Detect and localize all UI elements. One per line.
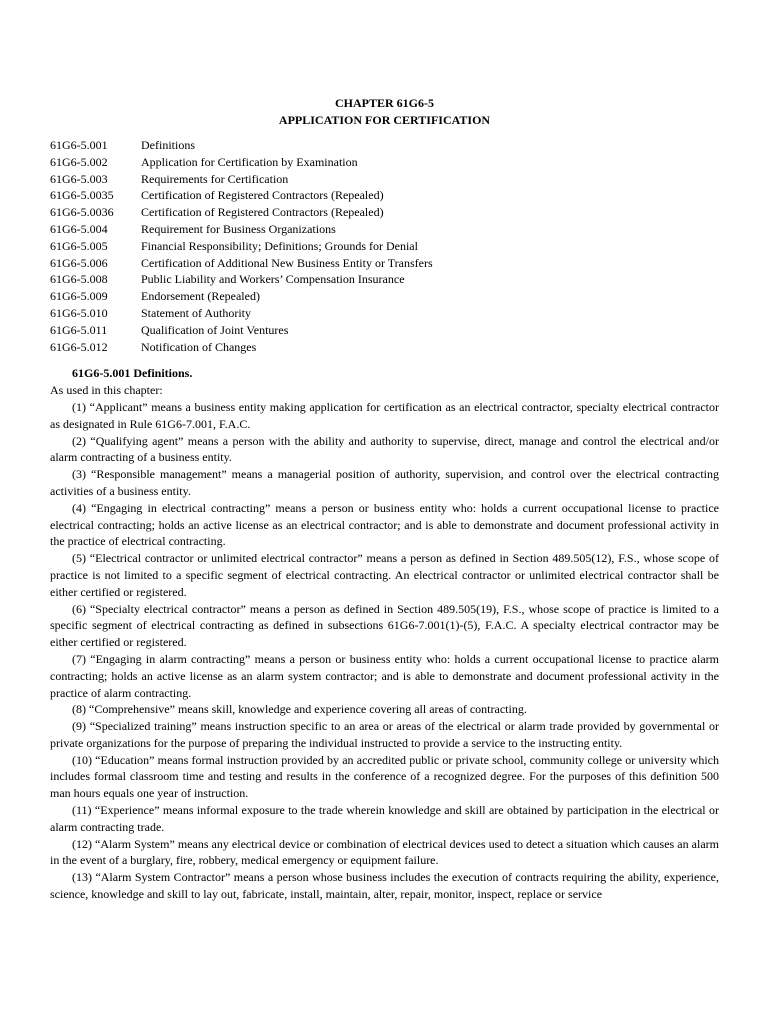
toc-rule-number: 61G6-5.001 xyxy=(50,138,108,152)
toc-row xyxy=(50,221,719,238)
definition-paragraph: (12) “Alarm System” means any electrical device or combination of electrical devices used to detect a situation which causes an alarm in the event of a burglary, fire, robbery, medical emergency or equipment failure. xyxy=(50,836,719,868)
toc-rule-number: 61G6-5.009 xyxy=(50,289,108,304)
toc-row xyxy=(50,137,719,154)
definition-paragraph: (6) “Specialty electrical contractor” means a person as defined in Section 489.505(19), F.S., whose scope of practice is limited to a specific segment of electrical contracting as defined in subsections 61G6-7.001(1)-(5), F.A.C. A specialty electrical contractor may be either certified or registered. xyxy=(50,601,719,650)
definition-paragraph: (10) “Education” means formal instruction provided by an accredited public or private school, community college or university which includes formal classroom time and testing and results in the conference of a recognized degree. For the purposes of this definition 500 man hours equals one year of instruction. xyxy=(50,752,719,801)
definition-paragraph: (5) “Electrical contractor or unlimited electrical contractor” means a person as defined in Section 489.505(12), F.S., whose scope of practice is not limited to a specific segment of electrical contracting. An electrical contractor or unlimited electrical contractor shall be either certified or registered. xyxy=(50,551,719,599)
definition-paragraph: (9) “Specialized training” means instruction specific to an area or areas of the electrical or alarm trade provided by governmental or private organizations for the purpose of preparing the individual instructed to provide a service to the instructing entity. xyxy=(50,719,719,750)
toc-row xyxy=(50,322,719,339)
definition-paragraph: (7) “Engaging in alarm contracting” means a person or business entity who: holds a current occupational license to practice alarm contracting; holds an active license as an alarm system contractor; and is able to demonstrate and document professional activity in the practice of alarm contracting. xyxy=(50,651,719,700)
toc-rule-title: Endorsement (Repealed) xyxy=(141,289,260,304)
toc-row xyxy=(50,204,719,221)
toc-rule-title: Public Liability and Workers’ Compensation Insurance xyxy=(141,272,405,287)
definition-paragraph: (13) “Alarm System Contractor” means a person whose business includes the execution of contracts requiring the ability, experience, science, knowledge and skill to lay out, fabricate, install, maintain, alter, repair, monitor, inspect, replace or service xyxy=(50,870,719,902)
toc-row xyxy=(50,255,719,272)
toc-rule-number: 61G6-5.012 xyxy=(50,339,108,354)
toc-rule-title: Financial Responsibility; Definitions; Grounds for Denial xyxy=(141,238,418,253)
toc-rule-number: 61G6-5.008 xyxy=(50,272,108,287)
toc-rule-number: 61G6-5.004 xyxy=(50,221,108,236)
toc-row xyxy=(50,171,719,188)
toc-rule-number: 61G6-5.0036 xyxy=(50,205,114,220)
toc-rule-number: 61G6-5.011 xyxy=(50,322,108,337)
toc-rule-title: Requirement for Business Organizations xyxy=(141,221,336,236)
toc-rule-number: 61G6-5.005 xyxy=(50,238,108,253)
toc-row xyxy=(50,187,719,204)
toc-rule-title: Certification of Additional New Business Entity or Transfers xyxy=(141,255,433,270)
toc-rule-title: Certification of Registered Contractors (Repealed) xyxy=(141,188,384,203)
toc-rule-title: Statement of Authority xyxy=(141,305,251,320)
toc-rule-title: Certification of Registered Contractors (Repealed) xyxy=(141,205,384,220)
definitions-section xyxy=(50,365,719,903)
toc-rule-title: Definitions xyxy=(141,138,195,152)
toc-rule-number: 61G6-5.0035 xyxy=(50,188,114,203)
chapter-header xyxy=(50,95,719,129)
definition-paragraph: (8) “Comprehensive” means skill, knowledge and experience covering all areas of contracting. xyxy=(72,702,527,717)
table-of-contents xyxy=(50,137,719,355)
toc-row xyxy=(50,288,719,305)
definition-paragraph: (4) “Engaging in electrical contracting” means a person or business entity who: holds a current occupational license to practice electrical contracting; holds an active license as an electrical contractor; and is able to demonstrate and document professional activity in the practice of electrical contracting. xyxy=(50,500,719,549)
chapter-title: APPLICATION FOR CERTIFICATION xyxy=(278,113,491,127)
toc-row xyxy=(50,271,719,288)
toc-rule-title: Qualification of Joint Ventures xyxy=(141,322,289,337)
toc-row xyxy=(50,305,719,322)
definition-paragraph: (1) “Applicant” means a business entity making application for certification as an electrical contractor, specialty electrical contractor as designated in Rule 61G6-7.001, F.A.C. xyxy=(50,399,719,431)
section-intro: As used in this chapter: xyxy=(50,383,163,398)
toc-rule-title: Notification of Changes xyxy=(141,339,257,354)
chapter-number: CHAPTER 61G6-5 xyxy=(335,96,434,110)
section-heading: 61G6-5.001 Definitions. xyxy=(72,366,193,381)
toc-row xyxy=(50,154,719,171)
toc-rule-number: 61G6-5.006 xyxy=(50,255,108,270)
definition-paragraph: (3) “Responsible management” means a managerial position of authority, supervision, and control over the electrical contracting activities of a business entity. xyxy=(50,467,719,498)
toc-rule-number: 61G6-5.010 xyxy=(50,305,108,320)
toc-rule-title: Application for Certification by Examination xyxy=(141,154,358,169)
toc-rule-number: 61G6-5.003 xyxy=(50,171,108,186)
definition-paragraph: (2) “Qualifying agent” means a person with the ability and authority to supervise, direct, manage and control the electrical and/or alarm contracting of a business entity. xyxy=(50,433,719,465)
toc-row xyxy=(50,339,719,356)
toc-row xyxy=(50,238,719,255)
toc-rule-title: Requirements for Certification xyxy=(141,171,289,186)
definition-paragraph: (11) “Experience” means informal exposure to the trade wherein knowledge and skill are obtained by participation in the electrical or alarm contracting trade. xyxy=(50,803,719,834)
toc-rule-number: 61G6-5.002 xyxy=(50,154,108,169)
